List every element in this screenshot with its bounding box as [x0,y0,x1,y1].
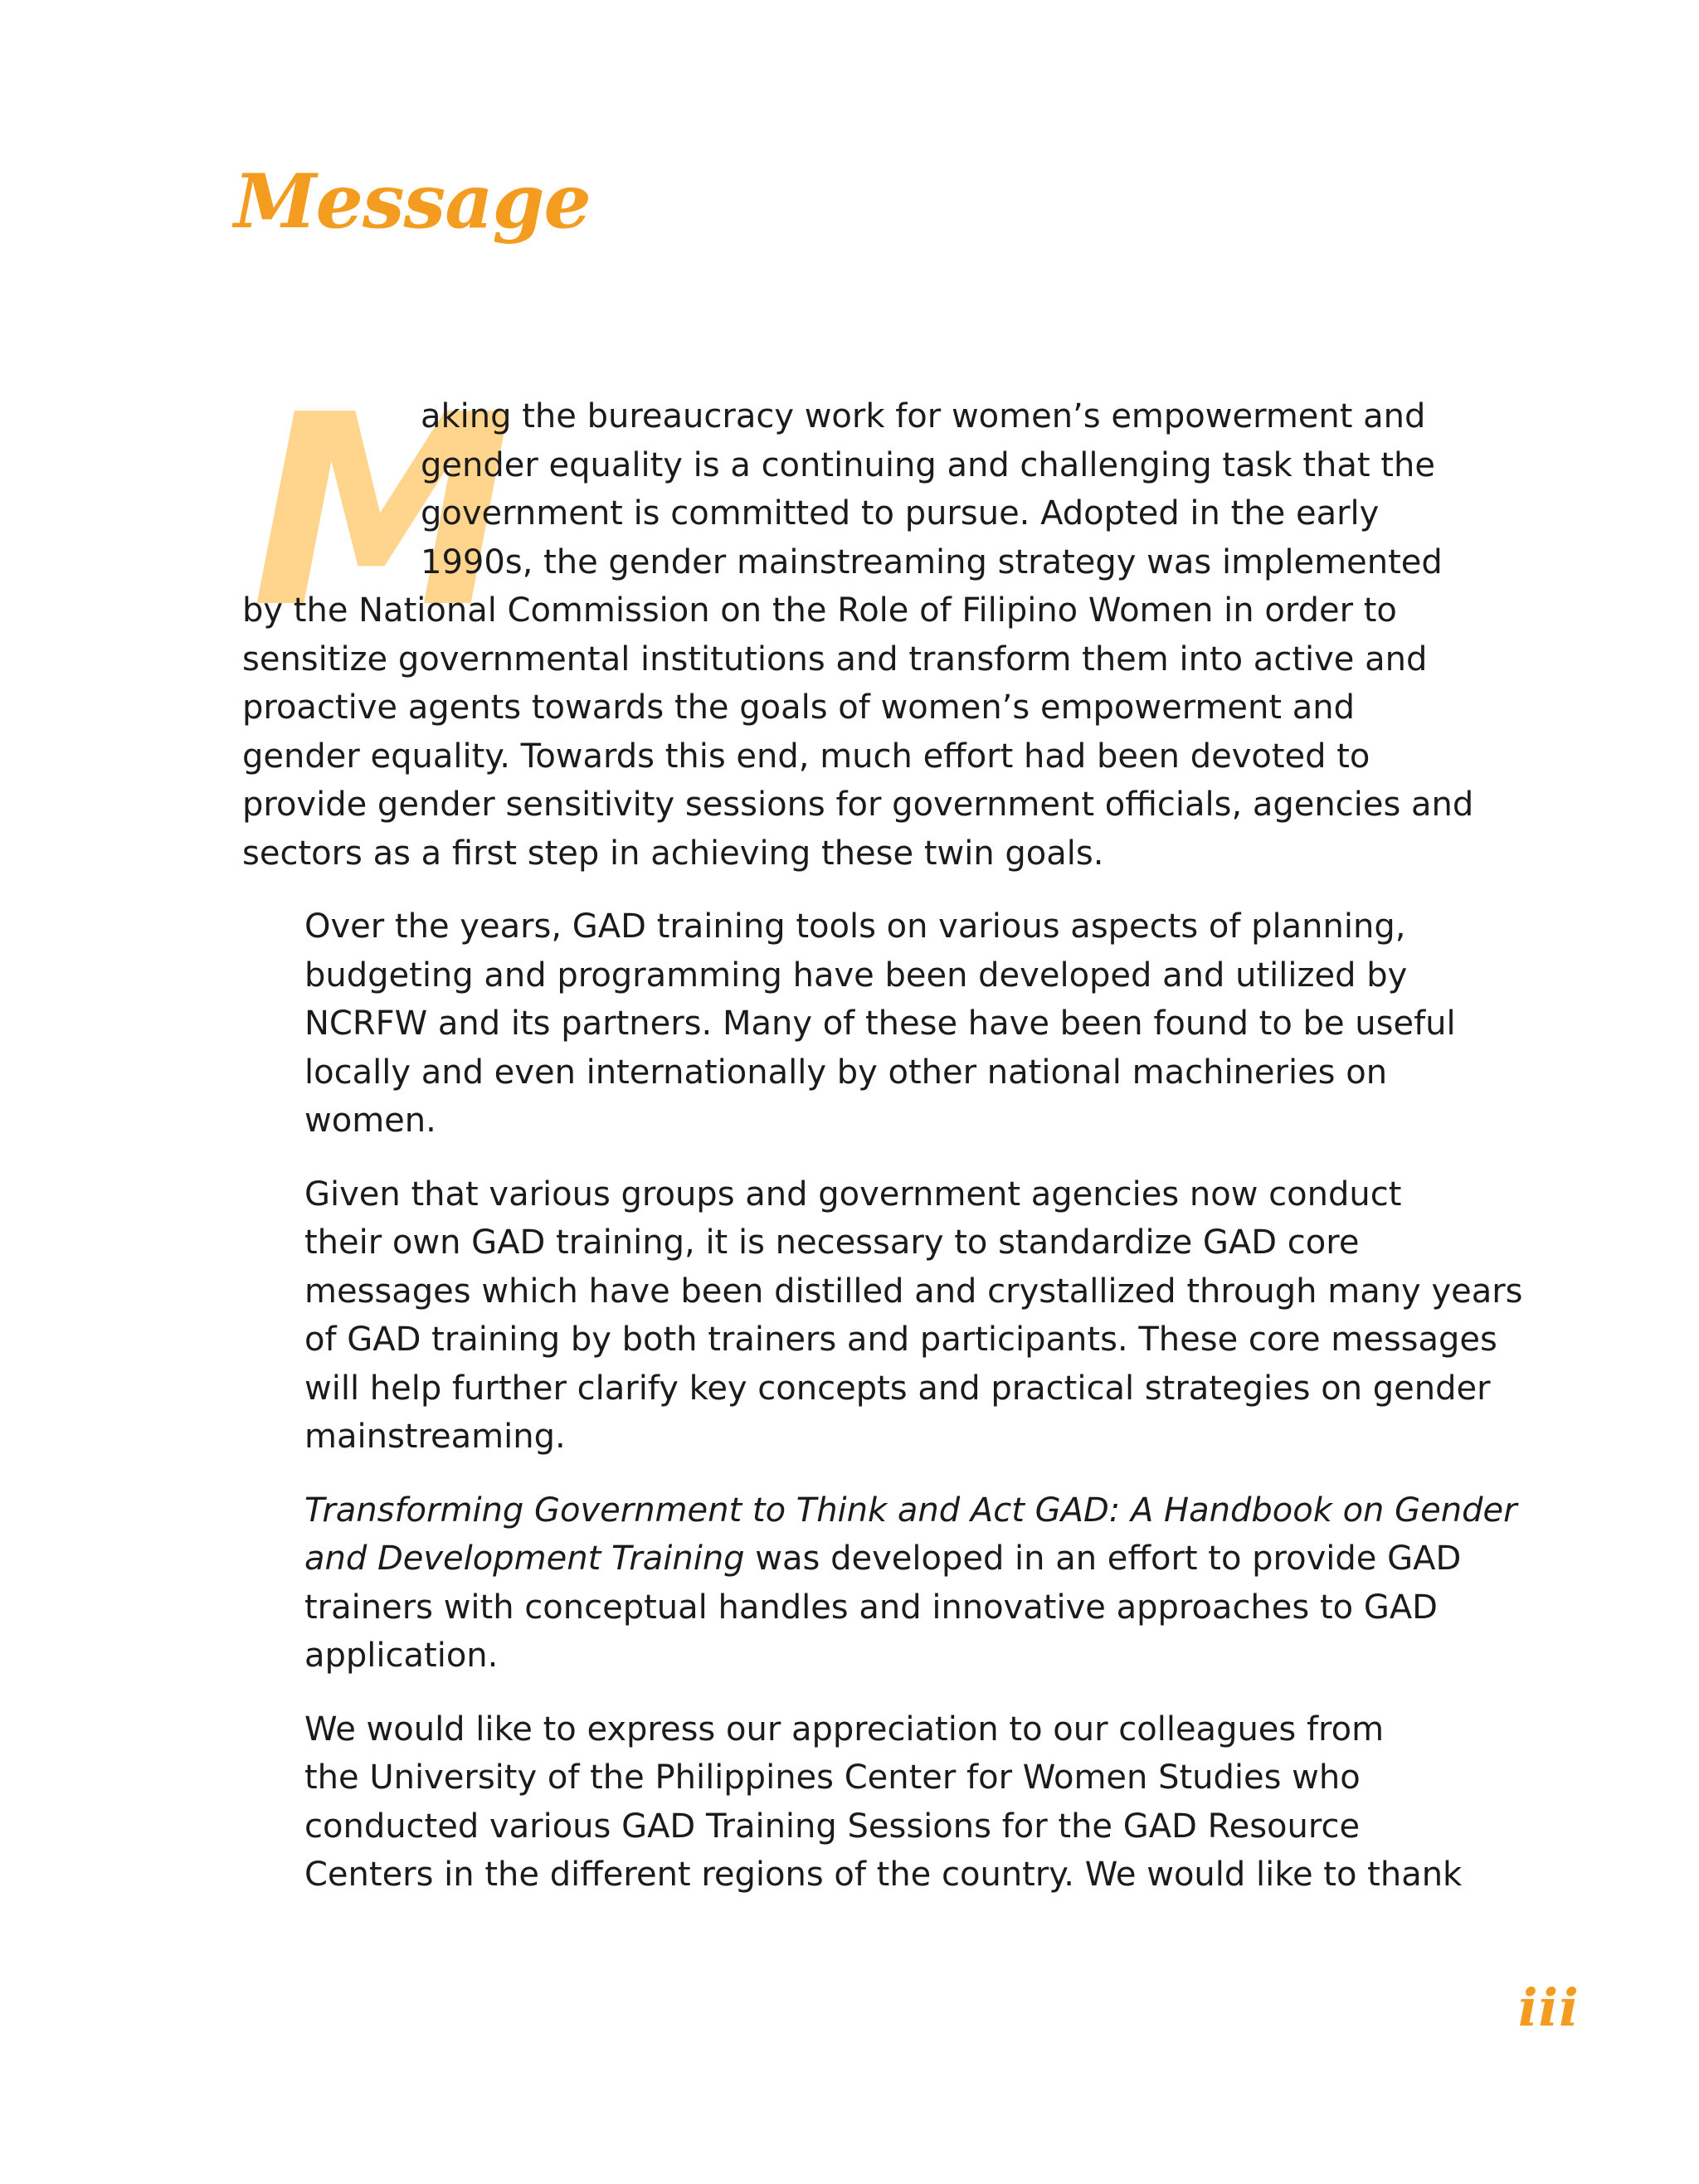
paragraph-3-line-1: Given that various groups and government agencies now conduct [304,1175,1402,1214]
paragraph-5-line-1: We would like to express our appreciation to our colleagues from [304,1710,1385,1749]
paragraph-4-line-3: trainers with conceptual handles and innovative approaches to GAD [304,1588,1438,1627]
paragraph-5-line-4: Centers in the different regions of the country. We would like to thank [304,1856,1463,1894]
paragraph-3-line-2: their own GAD training, it is necessary to standardize GAD core [304,1223,1360,1262]
paragraph-1-line-4: 1990s, the gender mainstreaming strategy was implemented [421,542,1443,581]
paragraph-3-line-6: mainstreaming. [304,1418,566,1456]
page-title: Message [234,158,591,246]
drop-cap-letter: M [251,358,509,665]
paragraph-1-line-1: aking the bureaucracy work for women’s empowerment and [421,397,1426,435]
paragraph-1-line-5: by the National Commission on the Role of Filipino Women in order to [242,591,1397,630]
paragraph-5-line-3: conducted various GAD Training Sessions for the GAD Resource [304,1807,1361,1846]
paragraph-3 [242,1170,1523,1462]
paragraph-1-line-3: government is committed to pursue. Adopted in the early [421,494,1380,533]
paragraph-1-line-6: sensitize governmental institutions and transform them into active and [242,640,1428,679]
paragraph-3-line-4: of GAD training by both trainers and participants. These core messages [304,1321,1497,1359]
paragraph-1-line-9: provide gender sensitivity sessions for government officials, agencies and [242,786,1474,824]
paragraph-3-line-3: messages which have been distilled and crystallized through many years [304,1272,1523,1311]
paragraph-1-line-10: sectors as a first step in achieving these twin goals. [242,834,1104,873]
paragraph-2-line-3: NCRFW and its partners. Many of these have been found to be useful [304,1004,1456,1043]
message-body [242,392,1523,1924]
paragraph-3-line-5: will help further clarify key concepts and practical strategies on gender [304,1369,1491,1408]
paragraph-2-line-5: women. [304,1102,436,1140]
paragraph-2-line-4: locally and even internationally by other national machineries on [304,1053,1388,1092]
paragraph-5 [242,1705,1463,1899]
paragraph-4-line-2 [242,1535,1462,1583]
page-number: iii [1518,1977,1580,2038]
paragraph-2 [242,902,1456,1146]
paragraph-2-line-1: Over the years, GAD training tools on various aspects of planning, [304,907,1406,946]
paragraph-4 [242,1486,1517,1681]
paragraph-1-line-7: proactive agents towards the goals of women’s empowerment and [242,688,1356,727]
paragraph-1 [242,392,1474,878]
paragraph-1-line-8: gender equality. Towards this end, much effort had been devoted to [242,737,1370,776]
handbook-title-line-1: Transforming Government to Think and Act GAD: A Handbook on Gender [304,1491,1517,1530]
handbook-title-line-2: and Development Training [304,1540,745,1578]
paragraph-5-line-2: the University of the Philippines Center for Women Studies who [304,1758,1361,1797]
paragraph-2-line-2: budgeting and programming have been developed and utilized by [304,956,1408,995]
paragraph-1-line-2: gender equality is a continuing and challenging task that the [421,445,1435,484]
paragraph-4-line-4: application. [304,1637,499,1675]
paragraph-4-line-2-text: was developed in an effort to provide GAD [744,1540,1462,1578]
